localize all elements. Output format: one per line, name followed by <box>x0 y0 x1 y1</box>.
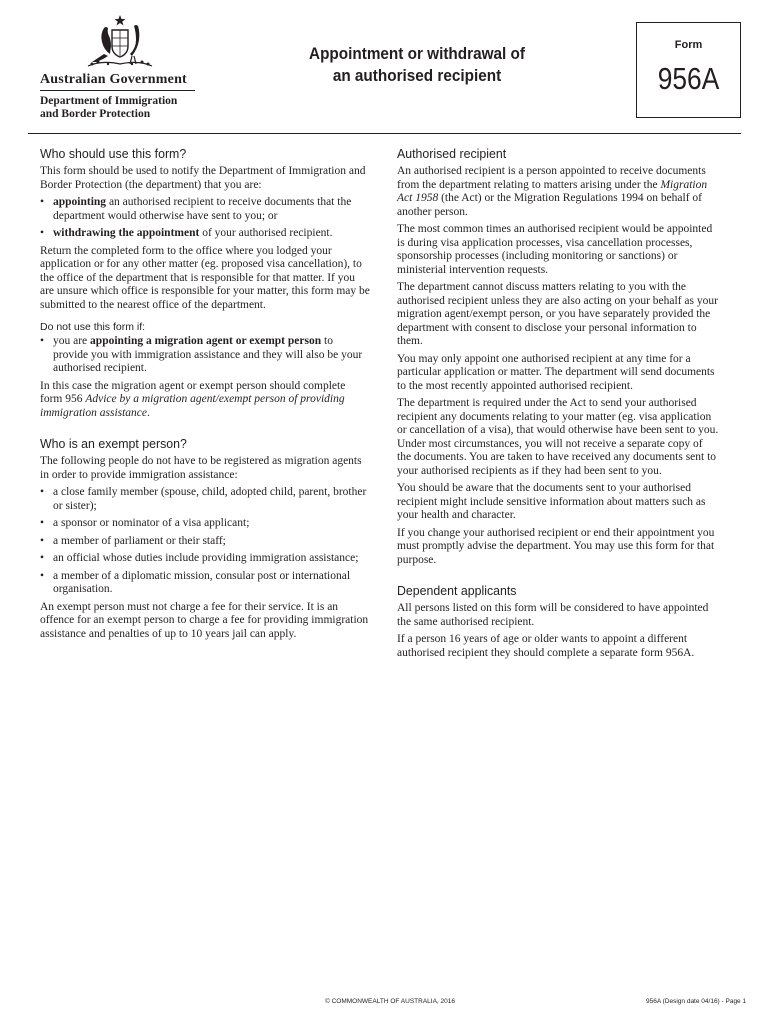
list-item: • withdrawing the appointment of your authorised recipient. <box>40 227 333 239</box>
form-title-line2: an authorised recipient <box>332 66 502 85</box>
list-item: • an official whose duties include providing immigration assistance; <box>40 552 359 564</box>
government-name: Australian Government <box>40 72 187 87</box>
department-name-line2: and Border Protection <box>40 108 151 120</box>
footer-copyright: © COMMONWEALTH OF AUSTRALIA, 2016 <box>325 998 455 1005</box>
dependent-applicants-p1: All persons listed on this form will be considered to have appointed the same authorised recipient. <box>397 602 709 628</box>
only-one-paragraph: You may only appoint one authorised recipient at any time for a particular application or matter. The department will send documents to the most recently appointed authorised recipient. <box>397 352 715 392</box>
required-to-send-paragraph: The department is required under the Act to send your authorised recipient any documents relating to your matter (eg. visa application or cancellation of a visa), that would otherwise have been sent to you. Under most circumstances, you will not receive a separate copy of the documents. You are taken to have received any documents sent to your authorised recipients as if they had been sent to you. <box>397 397 719 477</box>
coat-of-arms-icon <box>78 14 162 72</box>
list-item: • a member of parliament or their staff; <box>40 534 226 547</box>
form-number: 956A <box>657 61 720 96</box>
left-column <box>40 146 370 645</box>
dependent-applicants-p2: If a person 16 years of age or older wants to appoint a different authorised recipient they should complete a separate form 956A. <box>397 633 695 659</box>
exempt-person-list <box>40 486 370 597</box>
who-should-use-heading: Who should use this form? <box>40 146 187 161</box>
migration-agent-paragraph: In this case the migration agent or exempt person should complete form 956 Advice by a migration agent/exempt person of providing immigration assistance. <box>40 379 346 419</box>
department-name-line1: Department of Immigration <box>40 95 178 107</box>
sensitive-info-paragraph: You should be aware that the documents sent to your authorised recipient might include sensitive information about matters such as your health and character. <box>397 482 706 521</box>
list-item: • you are appointing a migration agent or exempt person to provide you with immigration assistance and they will also be your authorised recipient. <box>40 335 363 374</box>
common-times-paragraph: The most common times an authorised recipient would be appointed is during visa application processes, visa cancellation processes, sponsorship processes (including monitoring or sanctions) or ministerial intervention requests. <box>397 223 713 276</box>
header-divider <box>28 133 741 134</box>
cannot-discuss-paragraph: The department cannot discuss matters relating to you with the authorised recipient unless they are also acting on your behalf as your migration agent/exempt person, or you have separately provided the department with consent to disclose your personal information to them. <box>397 281 718 347</box>
exempt-person-intro: The following people do not have to be registered as migration agents in order to provide immigration assistance: <box>40 455 362 481</box>
footer-page-info: 956A (Design date 04/16) - Page 1 <box>646 998 747 1005</box>
who-should-use-intro: This form should be used to notify the Department of Immigration and Border Protection (the department) that you are: <box>40 165 366 191</box>
list-item: • a member of a diplomatic mission, consular post or international organisation. <box>40 569 351 595</box>
do-not-use-list <box>40 335 370 376</box>
form-title-line1: Appointment or withdrawal of <box>309 44 525 63</box>
list-item: • a sponsor or nominator of a visa applicant; <box>40 517 250 529</box>
government-divider <box>40 90 195 91</box>
authorised-recipient-heading: Authorised recipient <box>397 146 507 161</box>
form-number-box <box>636 22 741 118</box>
who-should-use-list <box>40 196 370 241</box>
do-not-use-heading: Do not use this form if: <box>40 321 146 333</box>
form-title <box>278 43 557 87</box>
exempt-person-heading: Who is an exempt person? <box>40 436 187 451</box>
dependent-applicants-heading: Dependent applicants <box>397 583 517 598</box>
list-item: • appointing an authorised recipient to receive documents that the department would otherwise have sent to you; or <box>40 196 352 222</box>
change-recipient-paragraph: If you change your authorised recipient or end their appointment you must promptly advise the department. You may use this form for that purpose. <box>397 526 715 566</box>
list-item: • a close family member (spouse, child, adopted child, parent, brother or sister); <box>40 486 367 512</box>
return-form-paragraph: Return the completed form to the office where you lodged your application or for any other matter (eg. proposed visa cancellation), to the office of the department that is responsible for that matter. If you are unsure which office is responsible for your matter, this form may be submitted to the nearest office of the department. <box>40 244 370 311</box>
authorised-recipient-definition: An authorised recipient is a person appointed to receive documents from the department relating to matters arising under the Migration Act 1958 (the Act) or the Migration Regulations 1994 on behalf of another person. <box>397 165 708 218</box>
right-column <box>397 146 719 664</box>
form-label: Form <box>674 39 703 51</box>
exempt-fee-paragraph: An exempt person must not charge a fee for their service. It is an offence for an exempt person to charge a fee for providing immigration assistance and penalties of up to 10 years jail can apply. <box>40 600 369 640</box>
